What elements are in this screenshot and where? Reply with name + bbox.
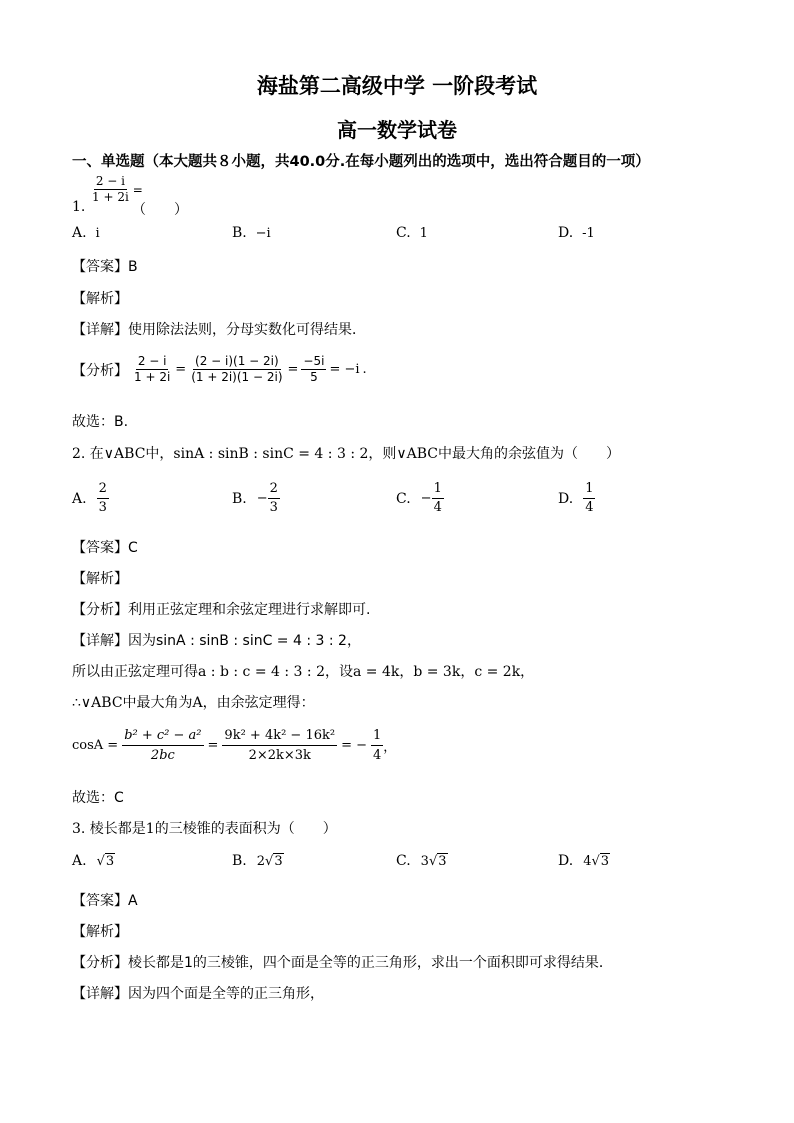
q1-stem: $\frac{2 - i}{1 + 2i}$ = (92, 174, 143, 204)
q1-option-c: C. 1 (396, 225, 428, 241)
q2-line3: ∴∨ABC中最大角为A，由余弦定理得： (72, 695, 315, 711)
q1-option-d: D. -1 (558, 225, 595, 241)
q2-option-b: B. − $\frac{2}{3}$ (232, 481, 278, 515)
q3-fenxi: 【分析】棱长都是1的三棱锥，四个面是全等的正三角形，求出一个面积即可求得结果． (72, 955, 613, 971)
q3-option-a: A. √ 3 (72, 853, 115, 869)
q3-analysis-tag: 【解析】 (72, 924, 128, 940)
q2-line2: 所以由正弦定理可得a : b : c = 4 : 3 : 2，设a = 4k，b = 3k，c = 2k， (72, 664, 535, 680)
q2-detail: 【详解】因为sinA : sinB : sinC = 4 : 3 : 2， (72, 633, 361, 649)
q1-detail: 【详解】使用除法法则，分母实数化可得结果． (72, 322, 366, 338)
q3-detail: 【详解】因为四个面是全等的正三角形， (72, 986, 324, 1002)
q1-fenxi: 【分析】 $\frac{2 - i}{1 + 2i}$ = $\frac{(2 - i)(1 - 2i)}{(1 + 2i)(1 - 2i)}$ = $\frac{-5i}{5}$ = −i . (72, 354, 367, 384)
q2-stem: 2. 在∨ABC中，sinA : sinB : sinC = 4 : 3 : 2，则∨ABC中最大角的余弦值为（ ） (72, 446, 621, 462)
page-title: 海盐第二高级中学 一阶段考试 (256, 73, 538, 98)
q2-answer: 【答案】C (72, 540, 138, 556)
q1-analysis-tag: 【解析】 (72, 291, 128, 307)
q1-fraction: $\frac{2 - i}{1 + 2i}$ (92, 174, 129, 204)
q1-paren: （ ） (132, 202, 188, 218)
q2-cos-formula: cosA = $\frac{\text{b² + c² − a²}}{2bc}$ = $\frac{\text{9k² + 4k² − 16k²}}{2\times 2k\times 3k}$ = − $\frac{1}{4}$ ， (72, 728, 397, 763)
q1-answer: 【答案】B (72, 259, 138, 275)
q1-choose: 故选：B. (72, 414, 129, 430)
q2-fenxi: 【分析】利用正弦定理和余弦定理进行求解即可. (72, 602, 371, 618)
section-heading: 一、单选题（本大题共８小题，共40.0分.在每小题列出的选项中，选出符合题目的一项） (72, 154, 650, 170)
q2-option-d: D. $\frac{1}{4}$ (558, 481, 594, 515)
q3-stem: 3. 棱长都是1的三棱锥的表面积为（ ） (72, 821, 337, 837)
q2-choose: 故选：C (72, 790, 124, 806)
page-subtitle: 高一数学试卷 (337, 118, 457, 142)
q1-number: 1. (72, 199, 86, 215)
q1-option-a: A. i (72, 225, 100, 241)
q3-option-b: B. 2 √ 3 (232, 853, 283, 869)
q3-answer: 【答案】A (72, 893, 138, 909)
q1-option-b: B. −i (232, 225, 271, 241)
q2-analysis-tag: 【解析】 (72, 571, 128, 587)
q2-option-a: A. $\frac{2}{3}$ (72, 481, 107, 515)
q2-option-c: C. − $\frac{1}{4}$ (396, 481, 442, 515)
q3-option-d: D. 4 √ 3 (558, 853, 610, 869)
q3-option-c: C. 3 √ 3 (396, 853, 447, 869)
